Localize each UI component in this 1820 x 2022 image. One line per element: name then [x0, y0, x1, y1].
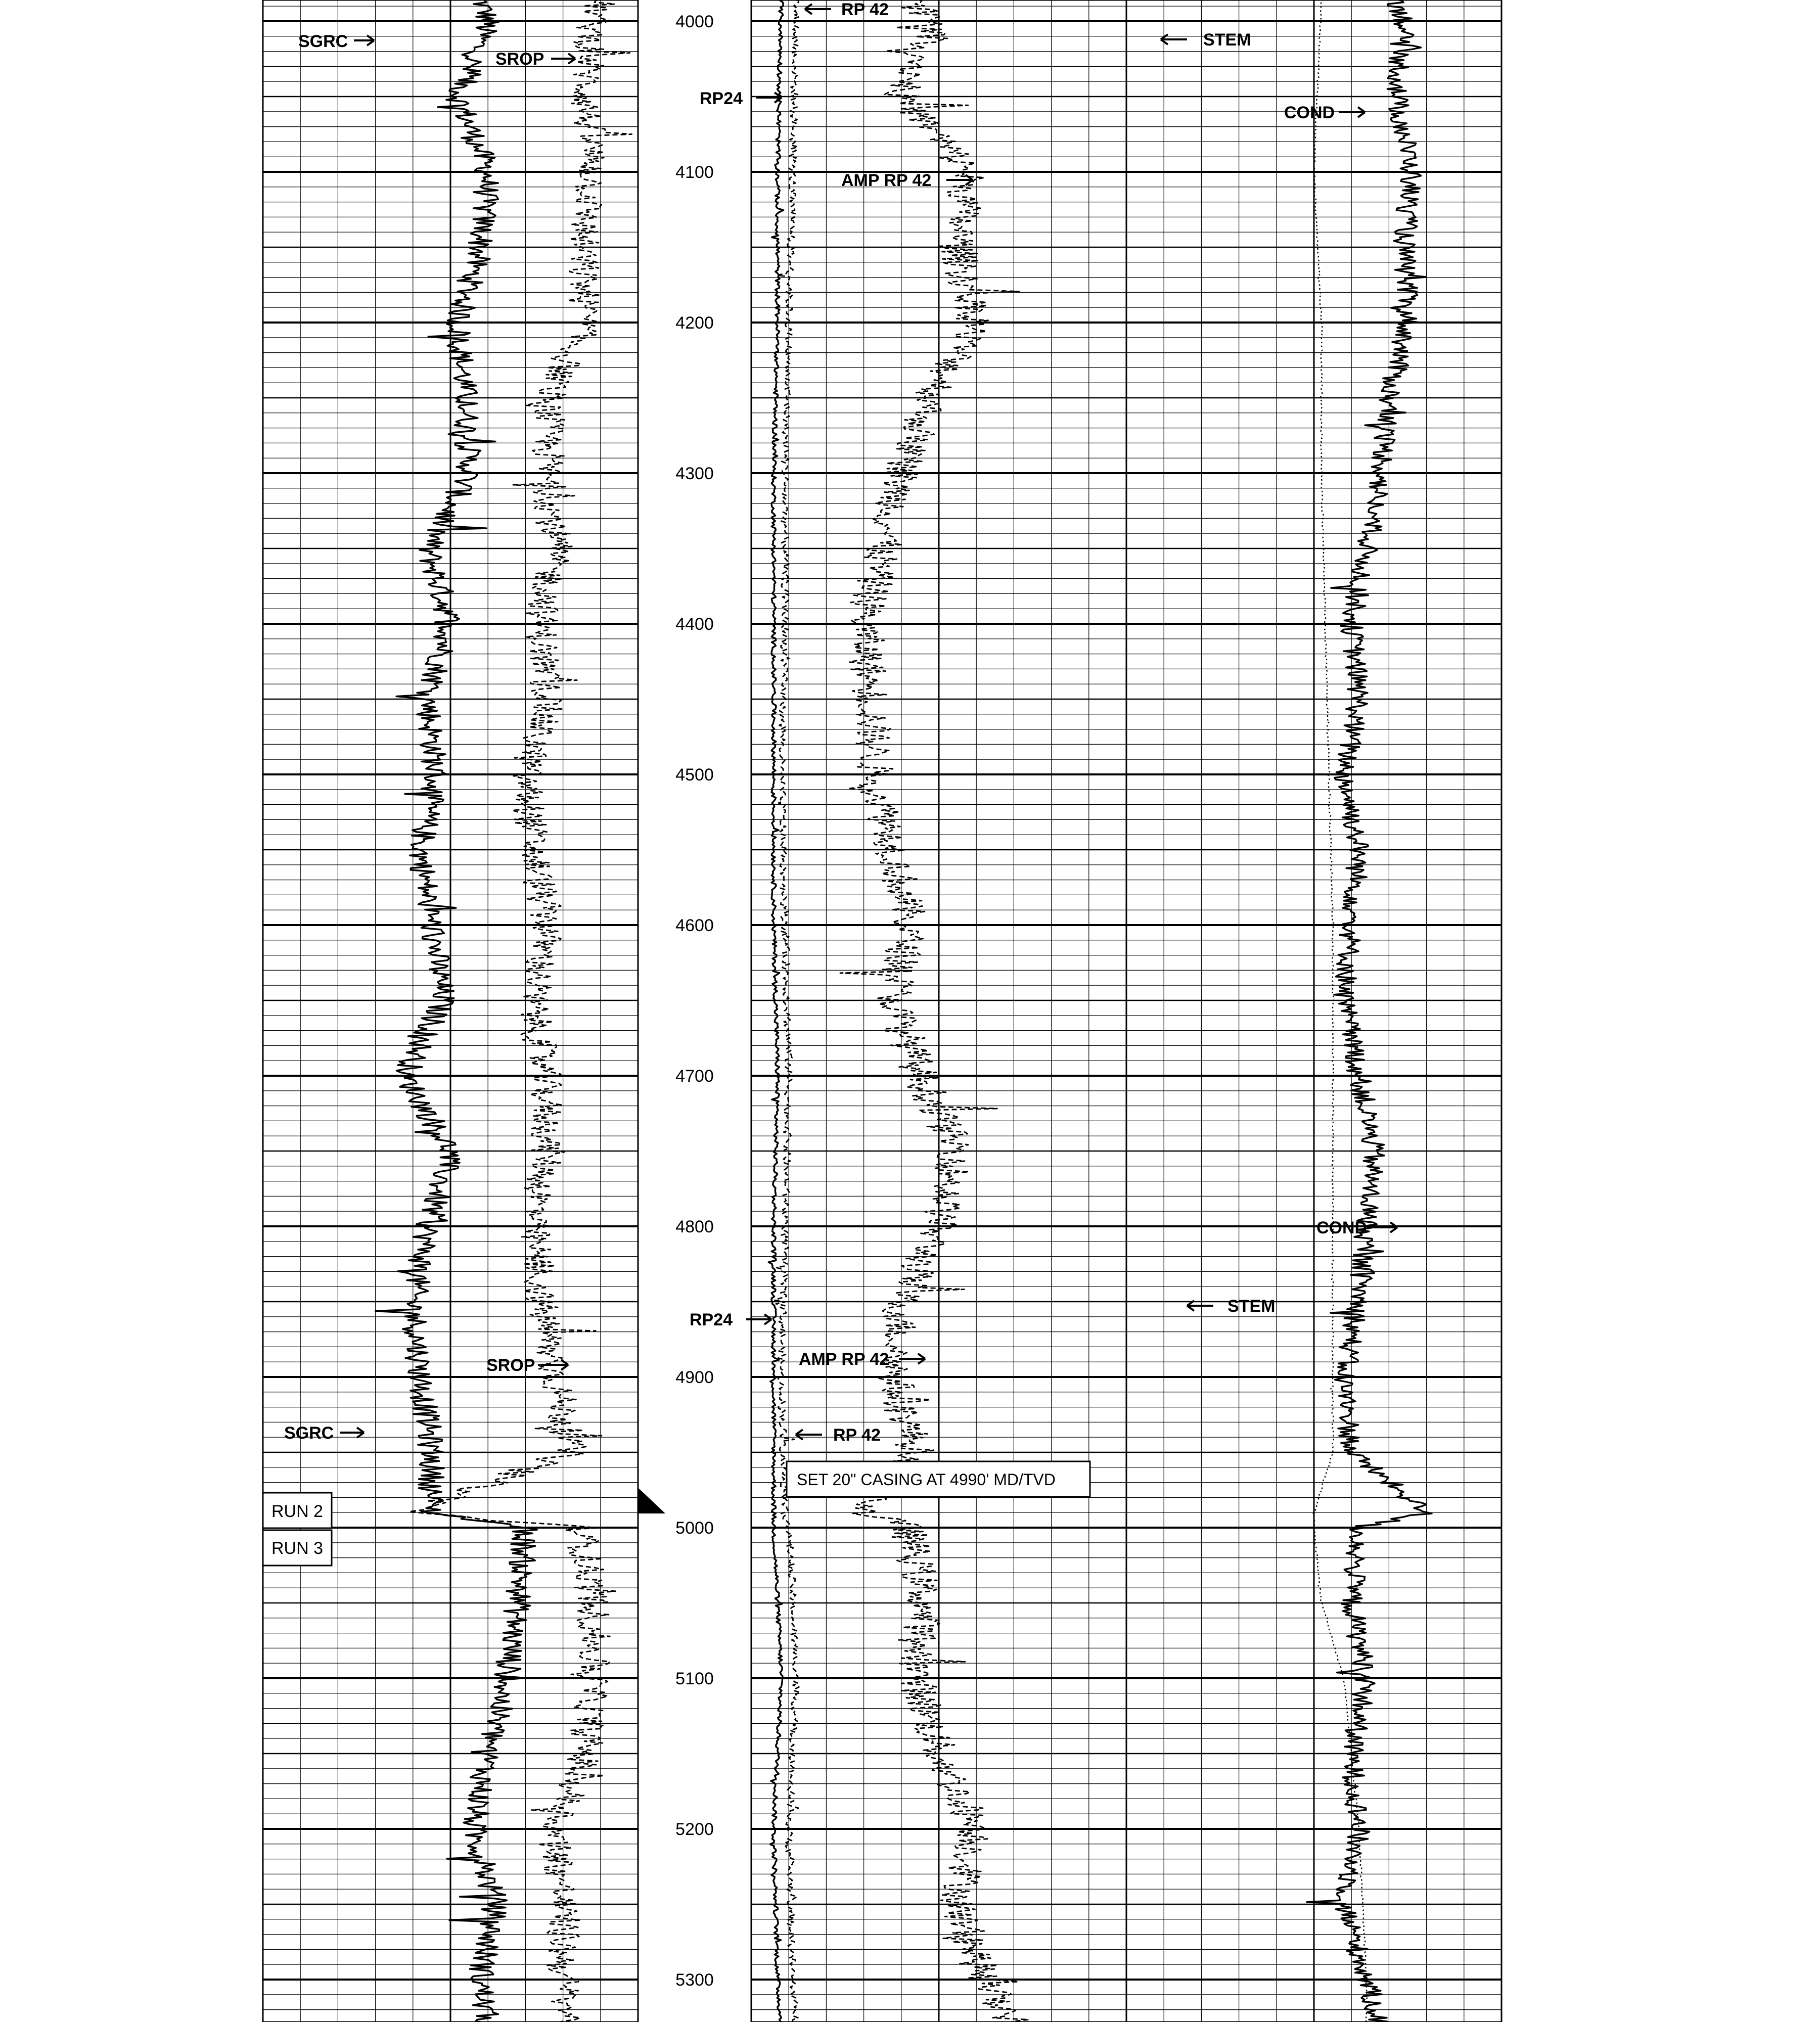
depth-tick-label: 4700 — [675, 1067, 714, 1086]
depth-tick-label: 5300 — [675, 1970, 714, 1990]
srop-label-bottom: SROP — [486, 1356, 535, 1375]
depth-tick-label: 5000 — [675, 1519, 714, 1538]
run-3-label: RUN 3 — [271, 1539, 324, 1558]
casing-annotation — [787, 1461, 1090, 1497]
sgrc-label-bottom: SGRC — [284, 1423, 334, 1443]
amp-rp42-label-bottom: AMP RP 42 — [799, 1350, 889, 1369]
rp42-label-bottom: RP 42 — [833, 1426, 881, 1445]
depth-tick-label: 4300 — [675, 464, 714, 483]
depth-tick-label: 5100 — [675, 1669, 714, 1688]
stem-label-top: STEM — [1203, 30, 1251, 50]
srop-label-top: SROP — [495, 50, 544, 69]
casing-annotation-text: SET 20" CASING AT 4990' MD/TVD — [797, 1470, 1056, 1489]
run-3-box — [263, 1530, 332, 1566]
amp-rp42-label-top: AMP RP 42 — [841, 171, 932, 190]
depth-tick-label: 4900 — [675, 1368, 714, 1387]
run-2-box — [263, 1493, 332, 1528]
depth-tick-label: 4000 — [675, 12, 714, 31]
depth-tick-label: 4100 — [675, 163, 714, 182]
depth-tick-label: 4600 — [675, 916, 714, 935]
depth-tick-label: 4200 — [675, 313, 714, 333]
depth-tick-label: 5200 — [675, 1820, 714, 1839]
depth-tick-label: 4500 — [675, 765, 714, 785]
stem-label-bottom: STEM — [1227, 1297, 1276, 1316]
depth-tick-label: 4400 — [675, 615, 714, 634]
rp24-label-top: RP24 — [700, 89, 743, 108]
rp24-label-bottom: RP24 — [690, 1310, 733, 1329]
cond-label-bottom: COND — [1316, 1218, 1368, 1237]
cond-label-top: COND — [1284, 103, 1335, 122]
sgrc-label-top: SGRC — [298, 32, 348, 51]
run-2-label: RUN 2 — [271, 1502, 324, 1521]
rp42-label-top: RP 42 — [841, 0, 889, 19]
depth-tick-label: 4800 — [675, 1217, 714, 1236]
